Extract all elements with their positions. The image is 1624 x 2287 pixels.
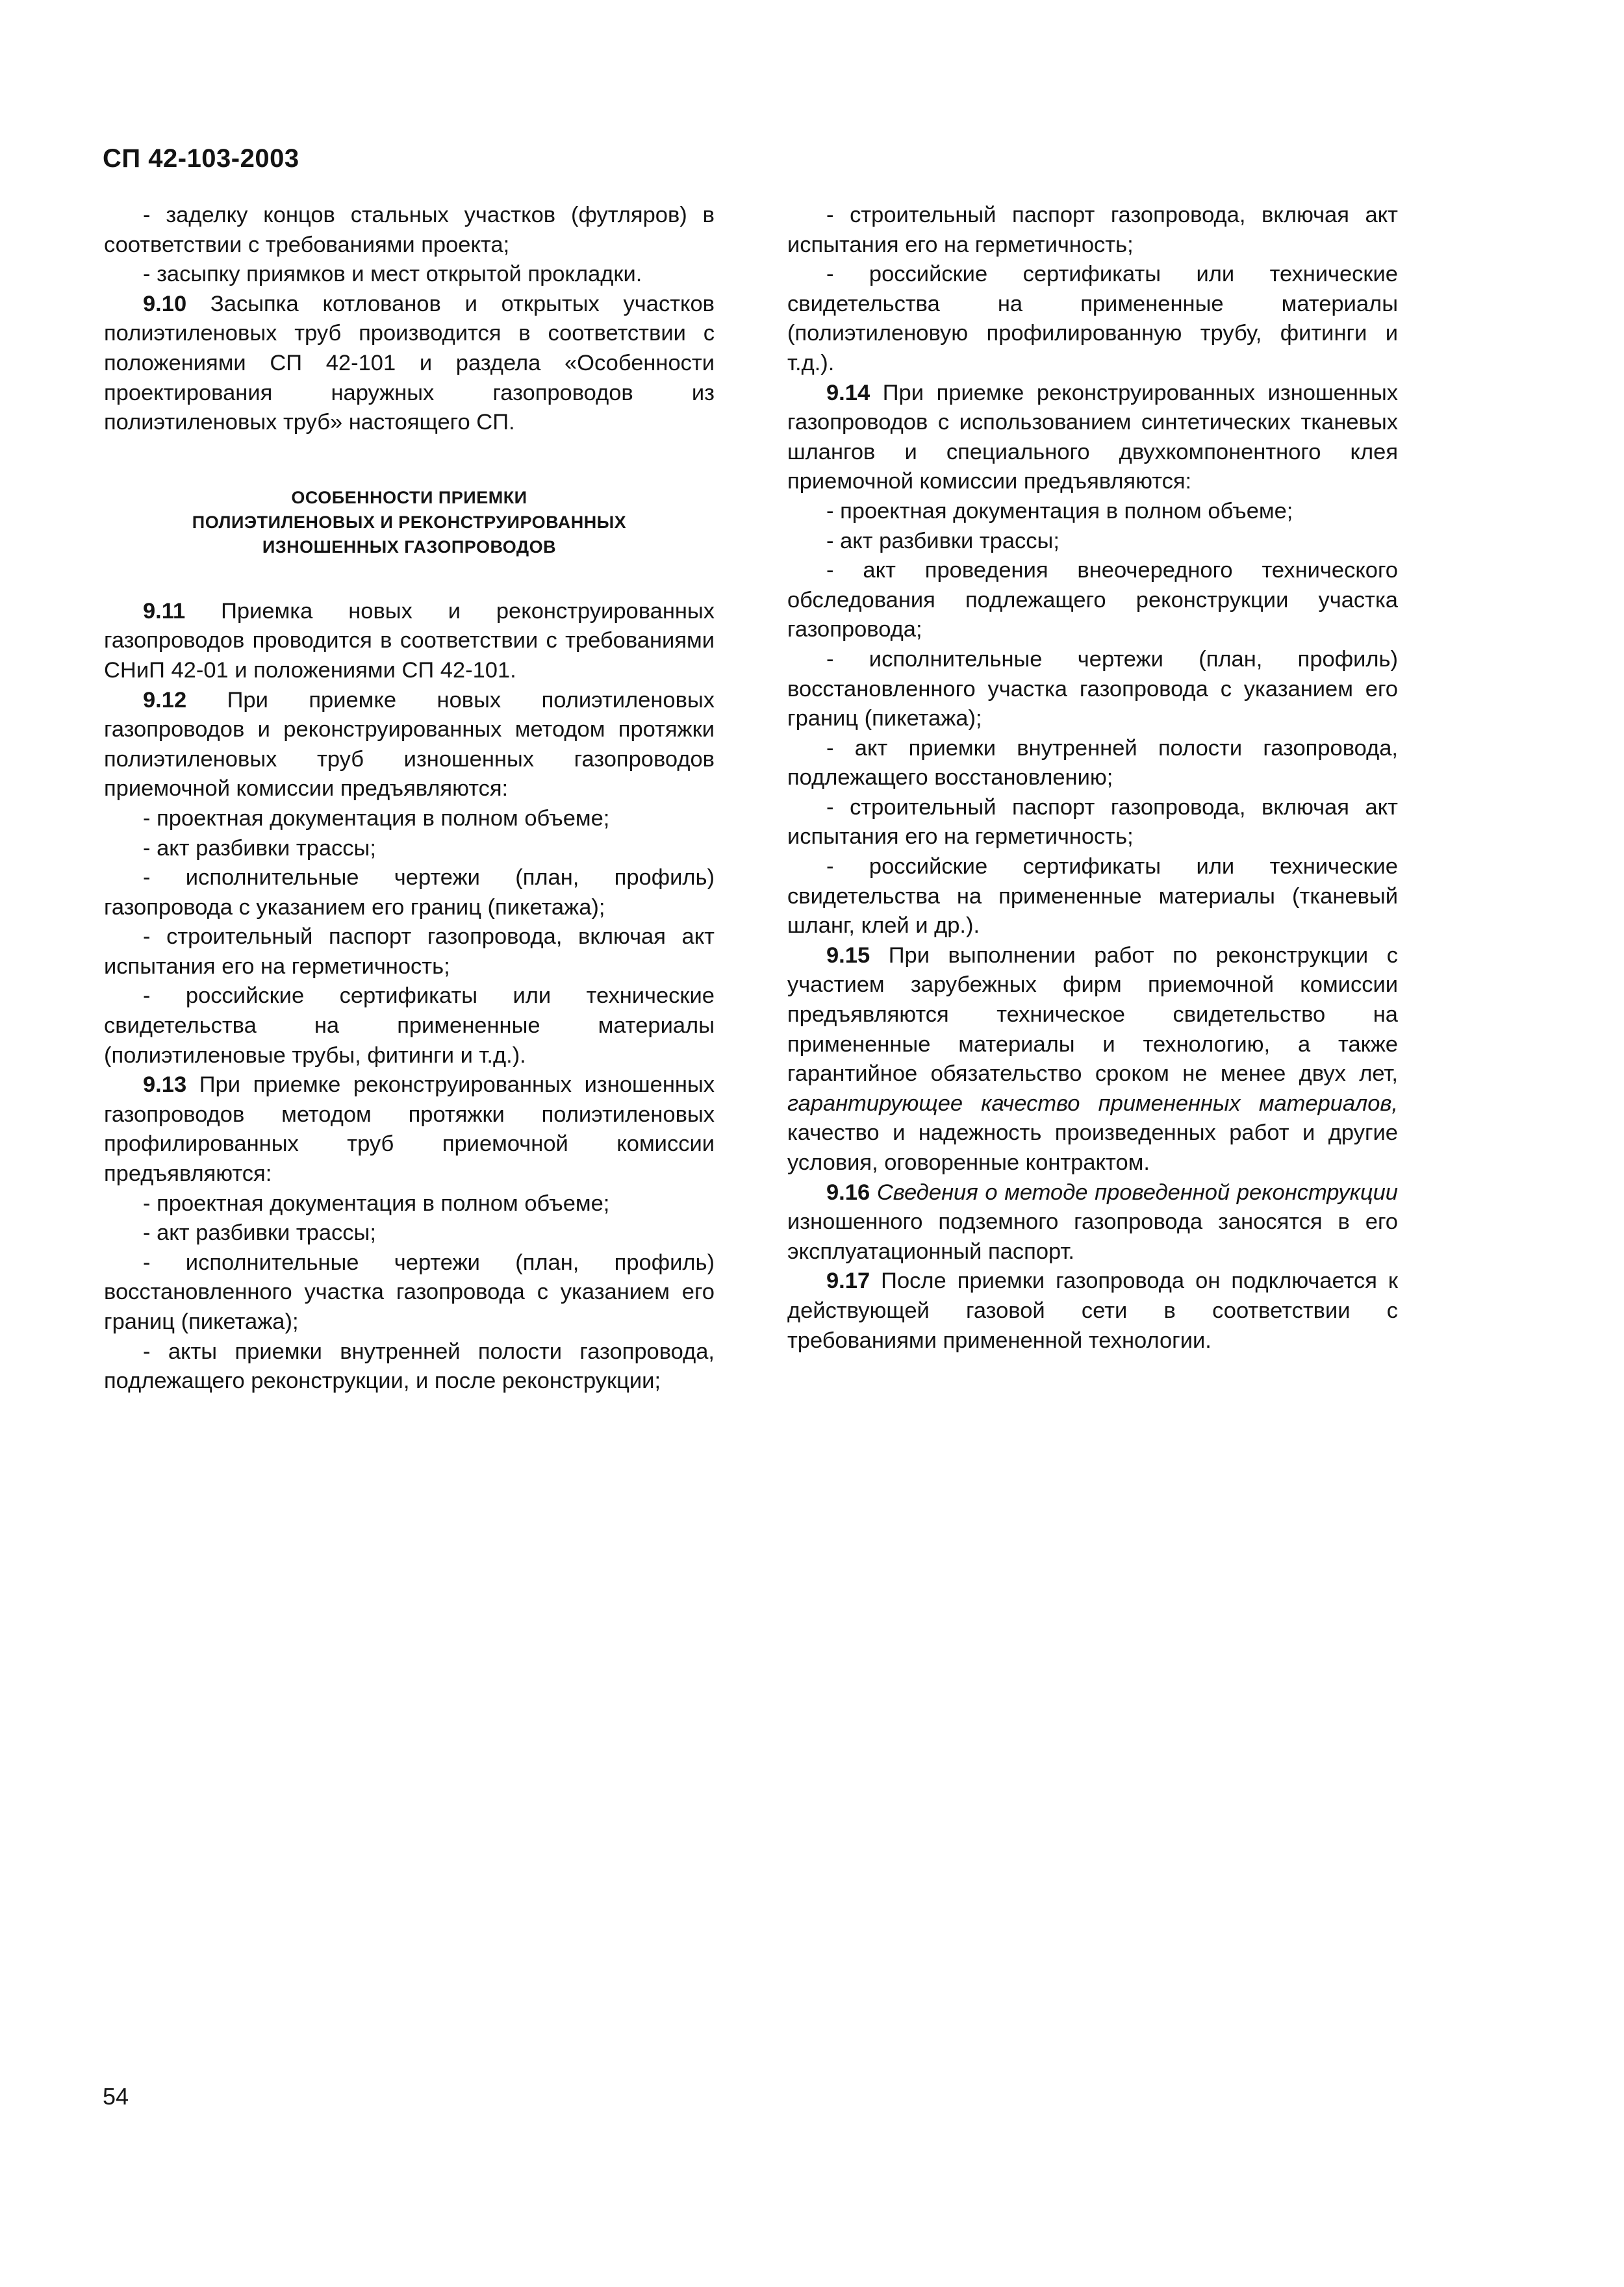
page-number: 54	[103, 2083, 129, 2110]
section-heading-line: ОСОБЕННОСТИ ПРИЕМКИ	[291, 487, 527, 507]
clause-text-italic: Сведения о методе проведенной реконструкции	[870, 1180, 1398, 1205]
list-item: - акт разбивки трассы;	[826, 528, 1059, 553]
clause-number: 9.12	[143, 687, 187, 713]
list-item: - акт разбивки трассы;	[143, 1220, 376, 1246]
list-item: - проектная документация в полном объеме;	[143, 1191, 610, 1216]
clause-9-15	[787, 941, 1398, 1178]
list-item: - российские сертификаты или технические свидетельства на примененные материалы (тканевый шланг, клей и др.).	[787, 854, 1398, 939]
clause-9-16	[787, 1178, 1398, 1267]
clause-number: 9.11	[143, 598, 186, 624]
list-item: - строительный паспорт газопровода, включая акт испытания его на герметичность;	[787, 203, 1398, 257]
list-item: - исполнительные чертежи (план, профиль) восстановленного участка газопровода с указанием его границ (пикетажа);	[787, 646, 1398, 731]
clause-number: 9.15	[826, 942, 870, 968]
clause-9-10	[104, 290, 715, 438]
clause-number: 9.14	[826, 380, 870, 405]
clause-text: изношенного подземного газопровода заносятся в его эксплуатационный паспорт.	[787, 1209, 1398, 1264]
list-item: - проектная документация в полном объеме;	[826, 498, 1293, 524]
section-heading-line: ИЗНОШЕННЫХ ГАЗОПРОВОДОВ	[262, 537, 557, 557]
list-item: - акт проведения внеочередного технического обследования подлежащего реконструкции участка газопровода;	[787, 558, 1398, 642]
left-column	[104, 201, 715, 1396]
list-item: - строительный паспорт газопровода, включая акт испытания его на герметичность;	[787, 794, 1398, 850]
list-item: - проектная документация в полном объеме;	[143, 805, 610, 831]
list-item: - российские сертификаты или технические свидетельства на примененные материалы (полиэтиленовую профилированную трубу, фитинги и т.д.).	[787, 262, 1398, 375]
clause-number: 9.13	[143, 1072, 187, 1098]
clause-text: При выполнении работ по реконструкции с участием зарубежных фирм приемочной комиссии предъявляются техническое свидетельство на примененные материалы и технологию, а также гарантийное обязательство сроком не менее двух лет,	[787, 942, 1398, 1087]
clause-text: Приемка новых и реконструированных газопроводов проводится в соответствии с требованиями СНиП 42-01 и положениями СП 42-101.	[104, 598, 715, 683]
right-column	[787, 201, 1398, 1356]
clause-text: При приемке реконструированных изношенных газопроводов с использованием синтетических тканевых шлангов и специального двухкомпонентного клея приемочной комиссии предъявляются:	[787, 380, 1398, 494]
document-code: СП 42-103-2003	[103, 144, 299, 173]
section-heading-line: ПОЛИЭТИЛЕНОВЫХ И РЕКОНСТРУИРОВАННЫХ	[192, 512, 627, 532]
list-item: - акт приемки внутренней полости газопровода, подлежащего восстановлению;	[787, 735, 1398, 790]
clause-9-12	[104, 686, 715, 804]
clause-9-11	[104, 597, 715, 686]
section-heading	[104, 485, 715, 559]
paragraph: - заделку концов стальных участков (футляров) в соответствии с требованиями проекта;	[104, 203, 715, 257]
list-item: - акты приемки внутренней полости газопровода, подлежащего реконструкции, и после реконструкции;	[104, 1339, 715, 1394]
clause-text-italic: гарантирующее качество примененных материалов,	[787, 1091, 1398, 1116]
clause-text: Засыпка котлованов и открытых участков полиэтиленовых труб производится в соответствии с положениями СП 42-101 и раздела «Особенности проектирования наружных газопроводов из полиэтиленовых труб» настоящего СП.	[104, 291, 715, 435]
clause-9-13	[104, 1070, 715, 1189]
clause-text: качество и надежность произведенных работ и другие условия, оговоренные контрактом.	[787, 1120, 1398, 1175]
list-item: - строительный паспорт газопровода, включая акт испытания его на герметичность;	[104, 924, 715, 979]
clause-9-17	[787, 1267, 1398, 1356]
list-item: - акт разбивки трассы;	[143, 835, 376, 861]
clause-text: При приемке реконструированных изношенных газопроводов методом протяжки полиэтиленовых профилированных труб приемочной комиссии предъявляются:	[104, 1072, 715, 1187]
list-item: - исполнительные чертежи (план, профиль) газопровода с указанием его границ (пикетажа);	[104, 865, 715, 920]
clause-number: 9.17	[826, 1269, 870, 1294]
list-item: - исполнительные чертежи (план, профиль) восстановленного участка газопровода с указанием его границ (пикетажа);	[104, 1250, 715, 1334]
list-item: - российские сертификаты или технические свидетельства на примененные материалы (полиэтиленовые трубы, фитинги и т.д.).	[104, 983, 715, 1068]
paragraph: - засыпку приямков и мест открытой прокладки.	[143, 262, 642, 287]
clause-text: При приемке новых полиэтиленовых газопроводов и реконструированных методом протяжки полиэтиленовых труб изношенных газопроводов приемочной комиссии предъявляются:	[104, 687, 715, 802]
clause-text: После приемки газопровода он подключается к действующей газовой сети в соответствии с требованиями примененной технологии.	[787, 1269, 1398, 1353]
clause-9-14	[787, 379, 1398, 497]
clause-number: 9.16	[826, 1180, 870, 1205]
clause-number: 9.10	[143, 291, 187, 316]
